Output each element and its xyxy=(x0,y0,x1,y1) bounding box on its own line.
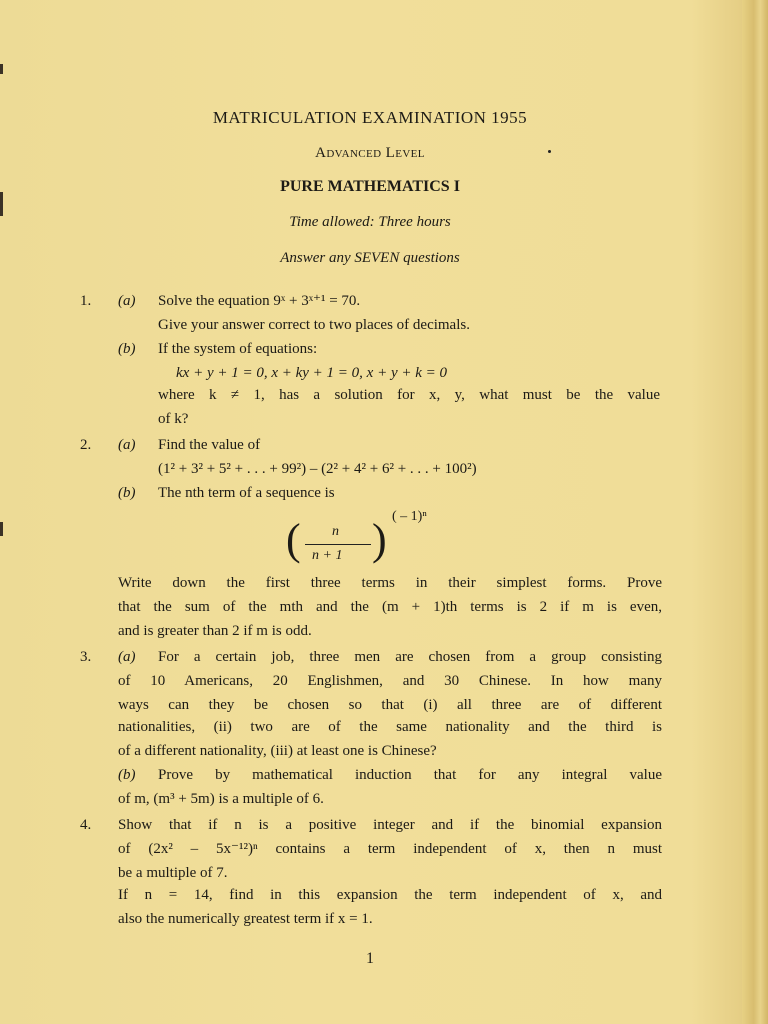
exponent: ( – 1)ⁿ xyxy=(392,509,427,524)
question-text: be a multiple of 7. xyxy=(118,865,228,881)
time-allowed: Time allowed: Three hours xyxy=(289,214,451,230)
part-label: (a) xyxy=(118,649,136,665)
question-text: The nth term of a sequence is xyxy=(158,485,335,501)
fraction-numerator: n xyxy=(332,524,339,539)
question-number: 3. xyxy=(80,649,92,665)
question-text: also the numerically greatest term if x = 1. xyxy=(118,911,373,927)
fraction-denominator: n + 1 xyxy=(312,548,343,563)
exam-title: MATRICULATION EXAMINATION 1955 xyxy=(212,108,528,127)
question-text: Show that if n is a positive integer and if the binomial expansion xyxy=(118,817,662,833)
margin-mark xyxy=(0,64,3,74)
part-label: (b) xyxy=(118,767,136,783)
part-label: (b) xyxy=(118,341,136,357)
margin-mark xyxy=(0,522,3,536)
question-text: Prove by mathematical induction that for any integral value xyxy=(158,767,662,783)
question-number: 1. xyxy=(80,293,92,309)
part-label: (b) xyxy=(118,485,136,501)
question-text: nationalities, (ii) two are of the same nationality and the third is xyxy=(118,719,662,735)
left-paren: ( xyxy=(286,515,301,564)
exam-level: Advanced Level xyxy=(315,145,425,161)
question-text: and is greater than 2 if m is odd. xyxy=(118,623,312,639)
page-number: 1 xyxy=(366,950,374,967)
part-label: (a) xyxy=(118,437,136,453)
question-text: Find the value of xyxy=(158,437,261,453)
page-edge xyxy=(742,0,768,1024)
question-number: 4. xyxy=(80,817,92,833)
question-text: Write down the first three terms in their simplest forms. Prove xyxy=(118,575,662,591)
right-paren: ) xyxy=(372,515,387,564)
question-text: of m, (m³ + 5m) is a multiple of 6. xyxy=(118,791,324,807)
question-text: Solve the equation 9ˣ + 3ˣ⁺¹ = 70. xyxy=(158,293,361,309)
question-text: of 10 Americans, 20 Englishmen, and 30 Chinese. In how many xyxy=(118,673,662,689)
question-text: of a different nationality, (iii) at least one is Chinese? xyxy=(118,743,437,759)
instruction: Answer any SEVEN questions xyxy=(280,250,460,266)
question-number: 2. xyxy=(80,437,92,453)
question-text: Give your answer correct to two places of decimals. xyxy=(158,317,470,333)
question-text: For a certain job, three men are chosen from a group consisting xyxy=(158,649,662,665)
question-text: If the system of equations: xyxy=(158,341,318,357)
ink-dot xyxy=(548,150,551,153)
fraction-bar xyxy=(305,544,371,545)
question-text: If n = 14, find in this expansion the term independent of x, and xyxy=(118,887,662,903)
question-text: of k? xyxy=(158,411,189,427)
question-text: where k ≠ 1, has a solution for x, y, what must be the value xyxy=(158,387,660,403)
exam-subject: PURE MATHEMATICS I xyxy=(280,178,460,195)
question-text: that the sum of the mth and the (m + 1)th terms is 2 if m is even, xyxy=(118,599,662,615)
question-text: ways can they be chosen so that (i) all three are of different xyxy=(118,697,662,713)
question-text: of (2x² – 5x⁻¹²)ⁿ contains a term independent of x, then n must xyxy=(118,841,662,857)
part-label: (a) xyxy=(118,293,136,309)
equation: kx + y + 1 = 0, x + ky + 1 = 0, x + y + k = 0 xyxy=(176,365,448,381)
expression: (1² + 3² + 5² + . . . + 99²) – (2² + 4² + 6² + . . . + 100²) xyxy=(158,461,477,477)
